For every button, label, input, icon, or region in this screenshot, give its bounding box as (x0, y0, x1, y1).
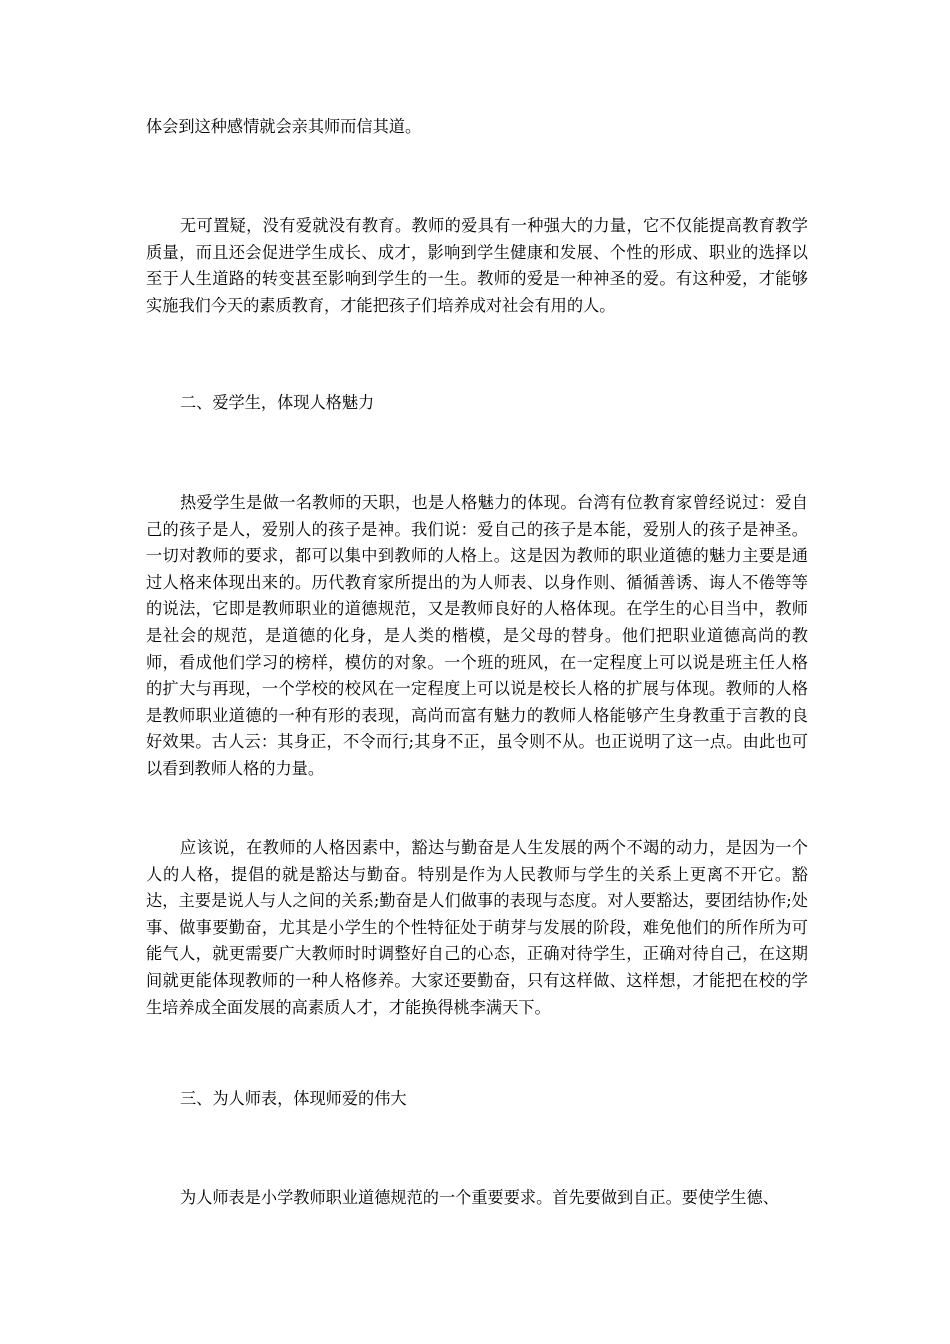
paragraph-love-and-education: 无可置疑，没有爱就没有教育。教师的爱具有一种强大的力量，它不仅能提高教育教学质量，而且还会促进学生成长、成才，影响到学生健康和发展、个性的形成、职业的选择以至于人生道路的转变甚至影响到学生的一生。教师的爱是一种神圣的爱。有这种爱，才能够实施我们今天的素质教育，才能把孩子们培养成对社会有用的人。 (146, 216, 808, 315)
section-heading-2: 二、爱学生，体现人格魅力 (180, 393, 375, 412)
section-heading-3: 三、为人师表，体现师爱的伟大 (180, 1089, 407, 1108)
paragraph-personality-factors: 应该说，在教师的人格因素中，豁达与勤奋是人生发展的两个不竭的动力，是因为一个人的人格，提倡的就是豁达与勤奋。特别是作为人民教师与学生的关系上更离不开它。豁达，主要是说人与人之间的关系;勤奋是人们做事的表现与态度。对人要豁达，要团结协作;处事、做事要勤奋，尤其是小学生的个性特征处于萌芽与发展的阶段，难免他们的所作所为可能气人，就更需要广大教师时时调整好自己的心态，正确对待学生，正确对待自己，在这期间就更能体现教师的一种人格修养。大家还要勤奋，只有这样做、这样想，才能把在校的学生培养成全面发展的高素质人才，才能换得桃李满天下。 (146, 838, 808, 1017)
paragraph-role-model: 为人师表是小学教师职业道德规范的一个重要要求。首先要做到自正。要使学生德、 (180, 1188, 779, 1207)
paragraph-love-students: 热爱学生是做一名教师的天职，也是人格魅力的体现。台湾有位教育家曾经说过：爱自己的孩子是人，爱别人的孩子是神。我们说：爱自己的孩子是本能，爱别人的孩子是神圣。一切对教师的要求，都可以集中到教师的人格上。这是因为教师的职业道德的魅力主要是通过人格来体现出来的。历代教育家所提出的为人师表、以身作则、循循善诱、诲人不倦等等的说法，它即是教师职业的道德规范，又是教师良好的人格体现。在学生的心目当中，教师是社会的规范，是道德的化身，是人类的楷模，是父母的替身。他们把职业道德高尚的教师，看成他们学习的榜样，模仿的对象。一个班的班风，在一定程度上可以说是班主任人格的扩大与再现，一个学校的校风在一定程度上可以说是校长人格的扩展与体现。教师的人格是教师职业道德的一种有形的表现，高尚而富有魅力的教师人格能够产生身教重于言教的良好效果。古人云：其身正，不令而行;其身不正，虽令则不从。也正说明了这一点。由此也可以看到教师人格的力量。 (146, 493, 808, 778)
paragraph-continuation: 体会到这种感情就会亲其师而信其道。 (146, 117, 422, 136)
